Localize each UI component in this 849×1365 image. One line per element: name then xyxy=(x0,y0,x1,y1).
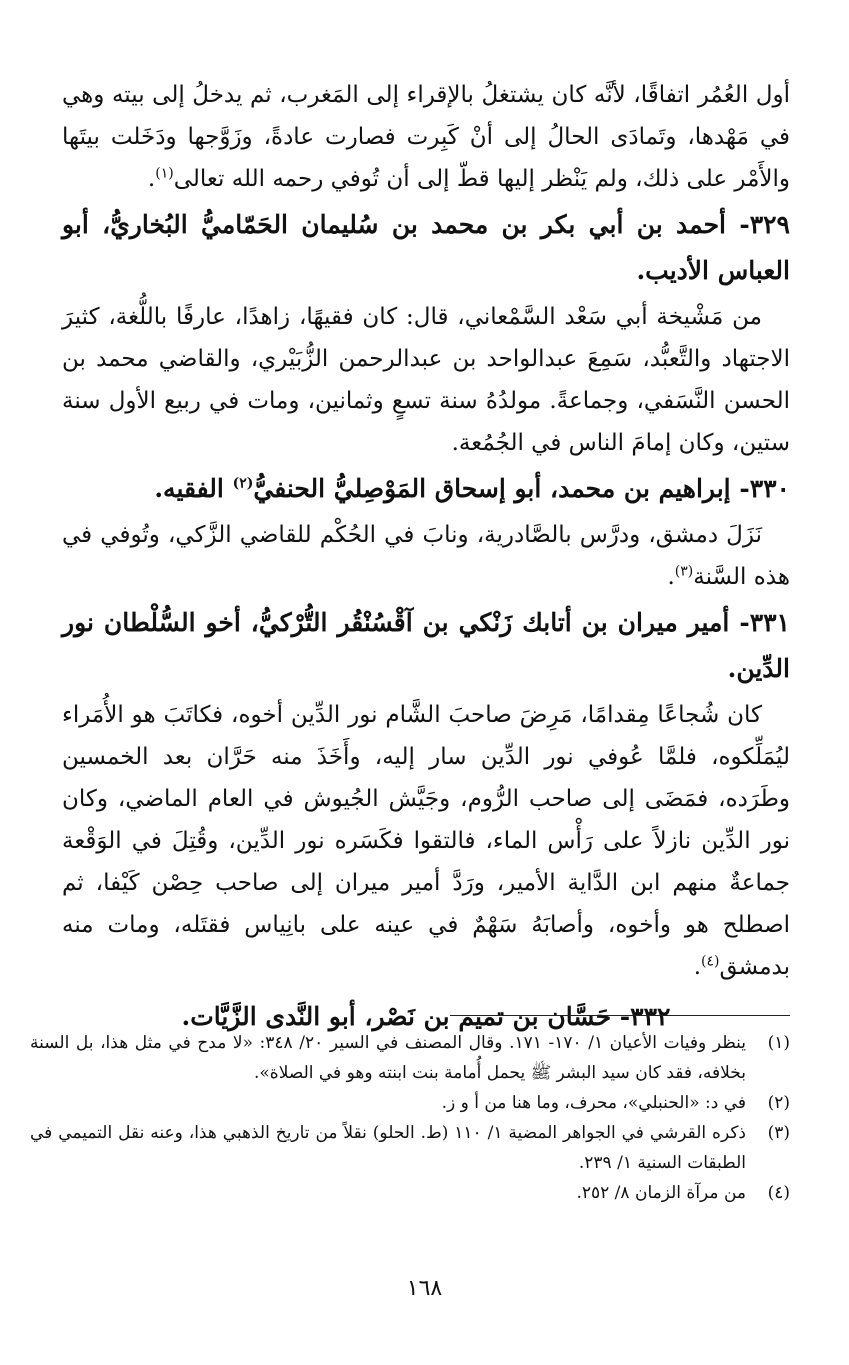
footnote-ref-4[interactable]: (٤) xyxy=(701,953,720,970)
footnote-text: من مرآة الزمان ٨/ ٢٥٢. xyxy=(576,1183,746,1203)
paragraph-1: أول العُمُر اتفاقًا، لأنَّه كان يشتغلُ بالإقراء إلى المَغرب، ثم يدخلُ إلى بيته وهي في مَهْدها، وتَمادَى الحالُ إلى أنْ كَبِرت فصارت عادةً، وزَوَّجها ودَخَلت بيتَها والأَمْر على ذلك، ولم يَنْظر إليها قطّ إلى أن تُوفي رحمه الله تعالى$^{(١)}$. xyxy=(62,82,791,192)
footnote-text: في د: «الحنبلي»، محرف، وما هنا من أ و ز. xyxy=(441,1093,746,1113)
paragraph-4: كان شُجاعًا مِقدامًا، مَرِضَ صاحبَ الشَّام نور الدِّين أخوه، فكاتَبَ هو الأُمَراء ليُمَلِّكوه، فلمَّا عُوفي نور الدِّين سار إليه، وأَخَذَ منه حَرَّان بعد الخمسين وطَرَده، فمَضَى إلى صاحب الرُّوم، وجَيَّش الجُيوش في العام الماضي، وكان نور الدِّين نازلاً على رَأْس الماء، فالتقوا فكَسَره نور الدِّين، وقُتِلَ في الوَقْعة جماعةٌ منهم ابن الدَّاية الأمير، ورَدَّ أمير ميران إلى صاحب حِصْن كَيْفا، ثم اصطلح هو وأخوه، وأصابَهُ سَهْمٌ في عينه على بانِياس فقتَله، ومات منه بدمشق$^{(٤)}$. xyxy=(62,702,790,980)
footnote-item xyxy=(30,1028,790,1088)
footnote-item xyxy=(30,1118,790,1178)
entry-heading-331: ٣٣١- أمير ميران بن أتابك زَنْكي بن آقْسُنْقُر التُّرْكيُّ، أخو السُّلْطان نور الدِّين. xyxy=(62,608,790,683)
footnote-number: (٤) xyxy=(767,1183,790,1203)
footnote-ref-3[interactable]: (٣) xyxy=(674,563,694,580)
page-number: ١٦٨ xyxy=(406,1276,443,1301)
footnote-text: ذكره القرشي في الجواهر المضية ١/ ١١٠ (ط. الحلو) نقلاً من تاريخ الذهبي هذا، وعنه نقل التميمي في الطبقات السنية ١/ ٢٣٩. xyxy=(30,1123,746,1173)
entry-heading-330: ٣٣٠- إبراهيم بن محمد، أبو إسحاق المَوْصِليُّ الحنفيُّ$^{(٢)}$ الفقيه. xyxy=(154,474,790,503)
footnote-text: ينظر وفيات الأعيان ١/ ١٧٠- ١٧١. وقال المصنف في السير ٢٠/ ٣٤٨: «لا مدح في مثل هذا، بل السنة بخلافه، فقد كان سيد البشر ﷺ يحمل أُمامة بنت ابنته وهو في الصلاة». xyxy=(30,1033,747,1083)
entry-heading-332: ٣٣٢- حَسَّان بن تميم بن نَصْر، أبو النَّدى الزَّيَّات. xyxy=(181,1002,671,1031)
footnote-item xyxy=(30,1178,790,1208)
paragraph-2: من مَشْيخة أبي سَعْد السَّمْعاني، قال: كان فقيهًا، زاهدًا، عارفًا باللُّغة، كثيرَ الاجتهاد والتَّعبُّد، سَمِعَ عبدالواحد بن عبدالرحمن الزُّبَيْري، والقاضي محمد بن الحسن النَّسَفي، وجماعةً. مولدُهُ سنة تسعٍ وثمانين، ومات في ربيع الأول سنة ستين، وكان إمامَ الناس في الجُمُعة. xyxy=(62,304,790,456)
footnote-item xyxy=(30,1088,790,1118)
entry-heading-329: ٣٢٩- أحمد بن أبي بكر بن محمد بن سُليمان الحَمّاميُّ البُخاريُّ، أبو العباس الأديب. xyxy=(62,210,790,285)
footnote-number: (٢) xyxy=(767,1093,790,1113)
paragraph-3: نَزَلَ دمشق، ودرَّس بالصَّادرية، ونابَ في الحُكْم للقاضي الزَّكي، وتُوفي في هذه السَّنة$^{(٣)}$. xyxy=(62,522,790,590)
main-text xyxy=(62,74,790,1042)
footnote-ref-2[interactable]: (٢) xyxy=(232,475,254,492)
footnote-number: (١) xyxy=(767,1033,790,1053)
footnote-divider xyxy=(450,1015,790,1016)
footnotes xyxy=(30,1028,790,1208)
footnote-ref-1[interactable]: (١) xyxy=(155,165,174,182)
footnote-number: (٣) xyxy=(767,1123,790,1143)
